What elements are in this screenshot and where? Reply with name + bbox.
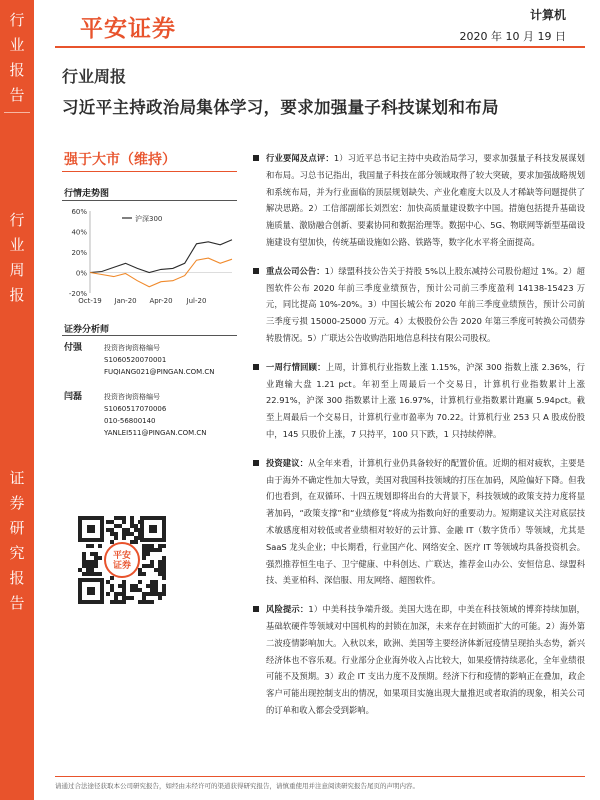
paragraph-text: 1）中美科技争端升级。美国大选在即，中美在科技领域的博弈持续加剧，基础软硬件等领域对中国机构的封锁在加深，未来存在封锁面扩大的可能。2）海外第二波疫情影响加大。入秋以来，欧洲、美国等主要经济体新冠疫情呈现抬头态势，新兴经济体也不容乐观。行业部分企业海外收入占比较大，如果疫情持续恶化，全年业绩很可能不及预期。3）政企 IT 支出力度不及预期。经济下行和疫情的影响正在叠加，政企客户可能出现控制支出的情况，如果项目实施出现大量推迟或者取消的现象，相关公司的订单和收入都会受到影响。 bbox=[266, 604, 585, 715]
sidebar-char: 证 bbox=[9, 469, 25, 487]
cert-number: S1060520070001 bbox=[104, 356, 167, 364]
sidebar-char: 研 bbox=[9, 519, 25, 537]
rating-label: 强于大市（维持） bbox=[64, 152, 176, 168]
bullet-icon bbox=[253, 364, 259, 370]
paragraph-text: 1）习近平总书记主持中央政治局学习，要求加强量子科技发展谋划和布局。习总书记指出，我国量子科技在部分领域取得了较大突破，要求加强战略规划和系统布局，并为行业面临的顶层规划缺失、产业化难度大以及人才稀缺等问题提供了解决思路。2）工信部副部长刘烈宏：加快高质量建设数字中国。措施包括提升基础设施质量、激励融合创新、要素协同和数据治理等。数据中心、5G、物联网等新型基础设施建设有望加快，传统基础设施如公路、铁路等，数字化水平将全面提高。 bbox=[266, 153, 585, 247]
sidebar-char: 行 bbox=[9, 11, 25, 29]
cert-number: S1060517070006 bbox=[104, 405, 167, 413]
paragraph-market-review bbox=[250, 359, 585, 443]
sidebar-char: 业 bbox=[9, 236, 25, 254]
paragraph-text: 1）绿盟科技公告关于持股 5%以上股东减持公司股份超过 1%。2）超图软件公布 2020 年前三季度业绩预告，预计公司前三季度盈利 14138-15423 万元，同比提高 10%-20%。3）中国长城公布 2020 年前三季度业绩预告，预计公司前三季度亏损 15000-25000 万元。4）太极股份公告 2020 年第三季度可转换公司债券转股情况。5）广联达公告收购浩阳地信息科技有限公司股权。 bbox=[266, 265, 585, 343]
analyst-name: 闫磊 bbox=[64, 392, 83, 402]
paragraph-text: 从全年来看，计算机行业仍具备较好的配置价值。近期的相对疲软，主要是由于海外不确定性加大导致，美国对我国科技领域的打压在加码，风险偏好下降。但我们也看到，在双循环、十四五规划即将出台的大背景下，科技领域的政策支持力度将显著加码，“政策支撑”和“业绩修复”将成为指数向好的重要动力。短期建议关注对底层技术敏感度相对较低或者业绩相对较好的云计算、金融 IT（数字货币）等领域，尤其是 SaaS 龙头企业；中长期看，行业国产化、网络安全、医疗 IT 等领域均具备投资机会。强烈推荐恒生电子、卫宁健康、中科创达、广联达，推荐金山办公、安恒信息、绿盟科技、美亚柏科、深信服、用友网络、超图软件。 bbox=[266, 457, 585, 586]
qr-logo-text-bottom: 证券 bbox=[112, 561, 132, 571]
analyst-email[interactable]: YANLEI511@PINGAN.COM.CN bbox=[104, 429, 207, 437]
qr-code[interactable] bbox=[76, 514, 168, 606]
x-tick-label: Oct-19 bbox=[78, 297, 102, 305]
analyst-name: 付强 bbox=[64, 343, 83, 353]
bullet-icon bbox=[253, 606, 259, 612]
y-tick-label: 0% bbox=[75, 269, 87, 278]
y-tick-label: 40% bbox=[71, 228, 87, 237]
bullet-icon bbox=[253, 460, 259, 466]
report-date: 2020 年 10 月 19 日 bbox=[459, 30, 566, 43]
chart-section-title: 行情走势图 bbox=[64, 189, 110, 199]
footer-divider bbox=[55, 776, 585, 777]
main-content bbox=[250, 150, 585, 719]
footer-disclaimer: 请通过合法途径获取本公司研究报告，如经由未经许可的渠道获得研究报告，请慎重使用并注意阅读研究报告尾页的声明内容。 bbox=[55, 782, 419, 790]
bullet-icon bbox=[253, 268, 259, 274]
department-label: 计算机 bbox=[529, 8, 566, 22]
sidebar-label-weekly bbox=[0, 208, 34, 308]
paragraph-announcements bbox=[250, 263, 585, 347]
paragraph-title: 投资建议： bbox=[266, 457, 308, 468]
left-sidebar bbox=[0, 0, 34, 800]
paragraph-risk bbox=[250, 601, 585, 719]
paragraph-text: 上周，计算机行业指数上涨 1.15%，沪深 300 指数上涨 2.36%，行业跑输大盘 1.21 pct。年初至上周最后一个交易日，计算机行业指数累计上涨 22.91%，沪深 300 指数累计上涨 16.97%，计算机行业指数累计跑赢 5.94pct。截至上周最后一个交易日，计算机行业市盈率为 70.22。计算机行业 253 只 A 股成份股中，145 只股价上涨，7 只持平，100 只下跌，1 只持续停牌。 bbox=[266, 361, 585, 439]
paragraph-news bbox=[250, 150, 585, 251]
cert-label: 投资咨询资格编号 bbox=[104, 344, 160, 352]
sidebar-char: 行 bbox=[9, 211, 25, 229]
price-trend-chart bbox=[62, 205, 237, 315]
y-tick-label: 20% bbox=[71, 249, 87, 257]
analyst-email[interactable]: FUQIANG021@PINGAN.COM.CN bbox=[104, 368, 215, 376]
sidebar-char: 报 bbox=[9, 286, 25, 304]
sidebar-char: 报 bbox=[9, 61, 25, 79]
chart-plot-area bbox=[69, 208, 232, 305]
rating-divider bbox=[62, 171, 237, 172]
sidebar-label-research bbox=[0, 466, 34, 616]
paragraph-title: 重点公司公告： bbox=[266, 265, 325, 276]
chart-divider bbox=[62, 200, 237, 201]
report-type: 行业周报 bbox=[62, 67, 127, 86]
bullet-icon bbox=[253, 155, 259, 161]
y-tick-label: -20% bbox=[68, 290, 87, 298]
paragraph-title: 一周行情回顾： bbox=[266, 361, 326, 372]
paragraph-title: 风险提示： bbox=[266, 604, 309, 615]
sidebar-char: 告 bbox=[9, 594, 25, 612]
sidebar-char: 券 bbox=[9, 494, 25, 512]
y-tick-label: 60% bbox=[71, 208, 87, 216]
sidebar-label-report-category bbox=[0, 8, 34, 108]
x-tick-label: Jul-20 bbox=[186, 297, 207, 305]
sidebar-char: 报 bbox=[9, 569, 25, 587]
header-divider bbox=[55, 46, 585, 48]
analyst-phone: 010-56800140 bbox=[104, 417, 156, 425]
paragraph-title: 行业要闻及点评： bbox=[266, 153, 334, 163]
series-line bbox=[90, 240, 232, 273]
brand-logo: 平安证券 bbox=[80, 16, 176, 42]
sidebar-char: 业 bbox=[9, 36, 25, 54]
sidebar-divider bbox=[4, 112, 30, 113]
x-tick-label: Jan-20 bbox=[114, 297, 137, 305]
analyst-divider bbox=[62, 335, 237, 336]
sidebar-char: 告 bbox=[9, 86, 25, 104]
sidebar-char: 周 bbox=[9, 261, 25, 279]
x-tick-label: Apr-20 bbox=[149, 297, 173, 305]
cert-label: 投资咨询资格编号 bbox=[104, 393, 160, 401]
sidebar-char: 究 bbox=[9, 544, 25, 562]
analyst-section-title: 证券分析师 bbox=[64, 325, 110, 335]
page-title: 习近平主持政治局集体学习，要求加强量子科技谋划和布局 bbox=[62, 98, 499, 117]
legend-label-hs300: 沪深300 bbox=[135, 215, 163, 223]
qr-logo-text-top: 平安 bbox=[112, 551, 132, 561]
paragraph-investment-advice bbox=[250, 455, 585, 589]
